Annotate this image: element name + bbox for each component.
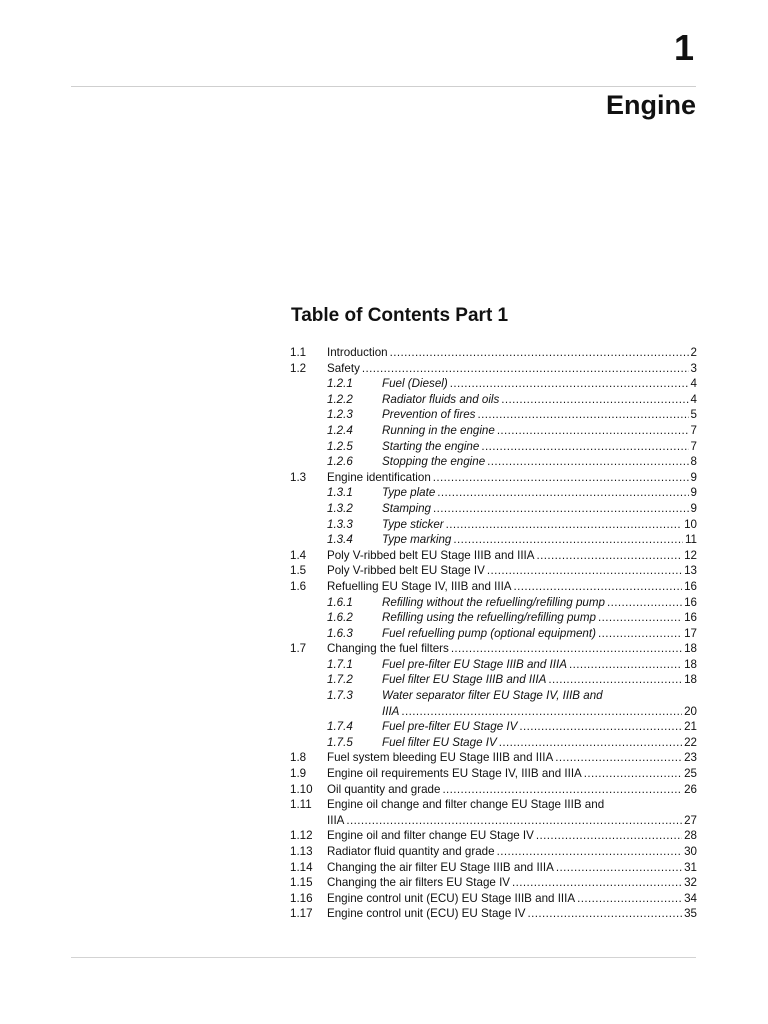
toc-entry[interactable] [290,719,697,735]
dot-leader [569,657,682,669]
toc-entry-title: Engine oil requirements EU Stage IV, IIIB and IIIA [327,767,582,781]
toc-entry-title: Stamping [382,501,431,515]
dot-leader [548,672,682,684]
toc-entry[interactable] [290,610,697,626]
dot-leader [451,641,682,653]
dot-leader [346,813,682,825]
toc-entry-title: Refuelling EU Stage IV, IIIB and IIIA [327,579,512,593]
toc-entry-page: 10 [684,517,697,531]
toc-entry-number: 1.1 [290,346,307,359]
dot-leader [487,563,682,575]
toc-entry-page: 2 [690,346,697,359]
toc-entry-page: 13 [684,564,697,578]
toc-entry[interactable] [290,657,697,673]
toc-entry-title: Changing the air filter EU Stage IIIB and IIIA [327,860,554,874]
dot-leader [437,485,688,497]
toc-entry-body [327,548,697,564]
toc-entry-page: 30 [684,845,697,858]
dot-leader [577,891,682,903]
toc-entry[interactable] [290,485,697,501]
toc-entry-body [382,735,697,751]
toc-entry-number: 1.9 [290,767,307,781]
toc-entry[interactable] [290,688,697,719]
toc-entry-page: 4 [690,392,697,406]
toc-entry-page: 12 [684,548,697,562]
toc-entry-body [382,517,697,533]
dot-leader [598,626,682,638]
toc-entry-number: 1.7.3 [327,689,353,703]
dot-leader [487,454,688,466]
toc-entry-number: 1.2.1 [327,377,353,391]
toc-entry-body [327,782,697,798]
toc-entry-number: 1.13 [290,845,313,858]
toc-entry-number: 1.10 [290,782,313,796]
toc-entry-body [327,563,697,579]
toc-entry[interactable] [290,766,697,782]
toc-entry-title: Type sticker [382,517,444,531]
toc-entry-body [382,672,697,688]
toc-entry-number: 1.2.6 [327,455,353,469]
toc-entry-number: 1.2.2 [327,392,353,406]
toc-entry-number: 1.15 [290,876,313,890]
toc-entry-title: Fuel system bleeding EU Stage IIIB and IIIA [327,751,554,765]
toc-entry-body [382,610,697,626]
toc-entry[interactable] [290,392,697,408]
toc-title: Table of Contents Part 1 [291,305,509,326]
toc-entry[interactable] [290,454,697,470]
dot-leader [497,423,689,435]
toc-entry-number: 1.16 [290,891,313,905]
toc-entry-number: 1.3.4 [327,533,353,547]
table-of-contents [290,345,697,922]
dot-leader [556,860,682,872]
toc-entry[interactable] [290,470,697,486]
toc-entry-page: 18 [684,642,697,656]
dot-leader [477,407,688,419]
toc-entry-number: 1.2.4 [327,423,353,437]
toc-entry[interactable] [290,782,697,798]
dot-leader [519,719,682,731]
toc-entry-body [382,626,697,642]
toc-entry-page: 20 [684,704,697,718]
toc-entry-title: Refilling using the refuelling/refilling pump [382,611,596,625]
toc-entry[interactable] [290,626,697,642]
toc-entry-body [382,454,697,470]
toc-entry-number: 1.7 [290,642,307,656]
toc-entry-number: 1.6.2 [327,611,353,625]
toc-entry-title: Refilling without the refuelling/refilling pump [382,595,605,609]
toc-entry-body [327,766,697,782]
toc-entry-body [382,657,697,673]
toc-entry-page: 11 [684,533,697,547]
dot-leader [497,844,683,856]
toc-entry[interactable] [290,641,697,657]
dot-leader [390,345,689,357]
toc-entry-number: 1.8 [290,751,307,765]
toc-entry-title: Engine control unit (ECU) EU Stage IIIB and IIIA [327,891,576,905]
toc-entry-title: Fuel filter EU Stage IV [382,735,497,749]
toc-entry[interactable] [290,517,697,533]
toc-entry-body [382,688,697,719]
toc-entry-number: 1.2.5 [327,439,353,453]
toc-entry[interactable] [290,563,697,579]
toc-entry-page: 21 [684,720,697,734]
dot-leader [453,532,683,544]
toc-entry-page: 16 [684,579,697,593]
toc-entry-title: Introduction [327,346,388,359]
toc-entry-title: Fuel refuelling pump (optional equipment) [382,626,596,640]
toc-entry-body [327,906,697,922]
toc-entry-title: Stopping the engine [382,455,486,469]
toc-entry-title: Type marking [382,533,452,547]
toc-entry-title: Engine identification [327,470,431,484]
toc-entry[interactable] [290,860,697,876]
dot-leader [442,782,682,794]
toc-entry-page: 32 [684,876,697,890]
toc-entry[interactable] [290,906,697,922]
toc-entry-title: Engine control unit (ECU) EU Stage IV [327,907,526,921]
toc-entry[interactable] [290,376,697,392]
toc-entry-body [382,392,697,408]
toc-entry-number: 1.2 [290,361,307,375]
toc-entry-title-continued: IIIA [382,704,400,718]
toc-entry-number: 1.4 [290,548,307,562]
toc-entry-number: 1.3.1 [327,486,353,500]
dot-leader [537,548,683,560]
toc-entry[interactable] [290,407,697,423]
toc-entry-body [327,875,697,891]
toc-entry-title: Poly V-ribbed belt EU Stage IIIB and IIIA [327,548,535,562]
toc-entry-page: 31 [684,860,697,874]
toc-entry-body [382,719,697,735]
toc-entry-title: Radiator fluids and oils [382,392,500,406]
toc-entry[interactable] [290,501,697,517]
toc-entry-page: 9 [690,501,697,515]
dot-leader [446,517,682,529]
toc-entry-title: Poly V-ribbed belt EU Stage IV [327,564,485,578]
toc-entry-body [382,376,697,392]
toc-entry-page: 34 [684,891,697,905]
toc-entry-page: 25 [684,767,697,781]
chapter-number: 1 [673,27,694,68]
toc-entry-page: 17 [684,626,697,640]
toc-entry-page: 3 [690,361,697,375]
toc-entry-page: 7 [690,423,697,437]
toc-entry[interactable] [290,750,697,766]
toc-entry-body [327,641,697,657]
toc-entry-title: Engine oil and filter change EU Stage IV [327,829,534,843]
toc-entry-number: 1.3.2 [327,501,353,515]
toc-entry-title: Prevention of fires [382,408,476,422]
toc-entry-body [327,579,697,595]
dot-leader [512,875,682,887]
toc-entry-number: 1.17 [290,907,313,921]
dot-leader [450,376,689,388]
toc-entry-page: 23 [684,751,697,765]
dot-leader [514,579,683,591]
toc-entry-title: Type plate [382,486,436,500]
dot-leader [433,501,689,513]
toc-entry-number: 1.6.1 [327,595,353,609]
toc-entry-page: 35 [684,907,697,921]
toc-entry-page: 7 [690,439,697,453]
toc-entry-page: 5 [690,408,697,422]
toc-entry[interactable] [290,828,697,844]
dot-leader [433,470,689,482]
toc-entry-body [382,407,697,423]
toc-entry-page: 18 [684,657,697,671]
toc-entry-number: 1.7.1 [327,657,353,671]
dot-leader [598,610,682,622]
toc-entry[interactable] [290,423,697,439]
toc-entry-title: Changing the fuel filters [327,642,449,656]
dot-leader [584,766,682,778]
toc-entry-number: 1.6.3 [327,626,353,640]
toc-entry-body [327,345,697,361]
toc-entry[interactable] [290,579,697,595]
toc-entry-body [382,439,697,455]
toc-entry-number: 1.3 [290,470,307,484]
toc-entry[interactable] [290,844,697,860]
toc-entry-page: 9 [690,470,697,484]
toc-entry-body [327,797,697,828]
toc-entry-title: Fuel filter EU Stage IIIB and IIIA [382,673,547,687]
toc-entry-title: Engine oil change and filter change EU Stage IIIB and [327,798,605,812]
toc-entry-body [382,532,697,548]
chapter-title: Engine [605,90,696,120]
toc-entry-page: 9 [690,486,697,500]
toc-entry[interactable] [290,345,697,361]
toc-entry-page: 26 [684,782,697,796]
toc-entry-title: Running in the engine [382,423,495,437]
toc-entry[interactable] [290,532,697,548]
toc-entry-body [327,361,697,377]
toc-entry-body [327,470,697,486]
toc-entry-number: 1.3.3 [327,517,353,531]
toc-entry-number: 1.6 [290,579,307,593]
dot-leader [536,828,682,840]
dot-leader [607,595,682,607]
toc-entry[interactable] [290,891,697,907]
toc-entry[interactable] [290,439,697,455]
toc-entry-page: 22 [684,735,697,749]
toc-entry-number: 1.11 [290,798,312,812]
toc-entry-page: 8 [690,455,697,469]
toc-entry[interactable] [290,735,697,751]
dot-leader [555,750,682,762]
toc-entry[interactable] [290,548,697,564]
toc-entry-title: Fuel pre-filter EU Stage IIIB and IIIA [382,657,567,671]
toc-entry-page: 27 [684,813,697,827]
dot-leader [501,392,688,404]
dot-leader [527,906,682,918]
toc-entry-page: 16 [684,595,697,609]
toc-entry-title: Oil quantity and grade [327,782,441,796]
toc-entry-title: Safety [327,361,360,375]
toc-entry[interactable] [290,797,697,828]
header-divider [71,86,696,87]
toc-entry-page: 4 [690,377,697,391]
toc-entry-body [327,891,697,907]
toc-entry-body [382,423,697,439]
toc-entry-number: 1.14 [290,860,313,874]
toc-entry-title: Changing the air filters EU Stage IV [327,876,511,890]
toc-entry-body [382,485,697,501]
footer-divider [71,957,696,958]
toc-entry-page: 16 [684,611,697,625]
toc-entry-title: Radiator fluid quantity and grade [327,845,495,858]
toc-entry-number: 1.7.2 [327,673,353,687]
toc-entry-number: 1.7.5 [327,735,353,749]
toc-entry[interactable] [290,875,697,891]
toc-entry-body [327,750,697,766]
toc-entry-number: 1.12 [290,829,313,843]
toc-entry-body [327,860,697,876]
toc-entry-body [327,844,697,860]
toc-entry[interactable] [290,595,697,611]
dot-leader [481,439,688,451]
toc-entry[interactable] [290,361,697,377]
toc-entry-title: Starting the engine [382,439,480,453]
toc-entry-number: 1.5 [290,564,307,578]
toc-entry-title-continued: IIIA [327,813,345,827]
toc-entry-page: 18 [684,673,697,687]
toc-entry-body [382,595,697,611]
toc-entry[interactable] [290,672,697,688]
dot-leader [401,704,682,716]
dot-leader [362,361,689,373]
toc-entry-title: Fuel pre-filter EU Stage IV [382,720,518,734]
toc-entry-number: 1.7.4 [327,720,353,734]
toc-entry-body [327,828,697,844]
toc-entry-body [382,501,697,517]
toc-entry-number: 1.2.3 [327,408,353,422]
dot-leader [499,735,682,747]
toc-entry-page: 28 [684,829,697,843]
toc-entry-title: Water separator filter EU Stage IV, IIIB and [382,689,603,703]
toc-entry-title: Fuel (Diesel) [382,377,448,391]
